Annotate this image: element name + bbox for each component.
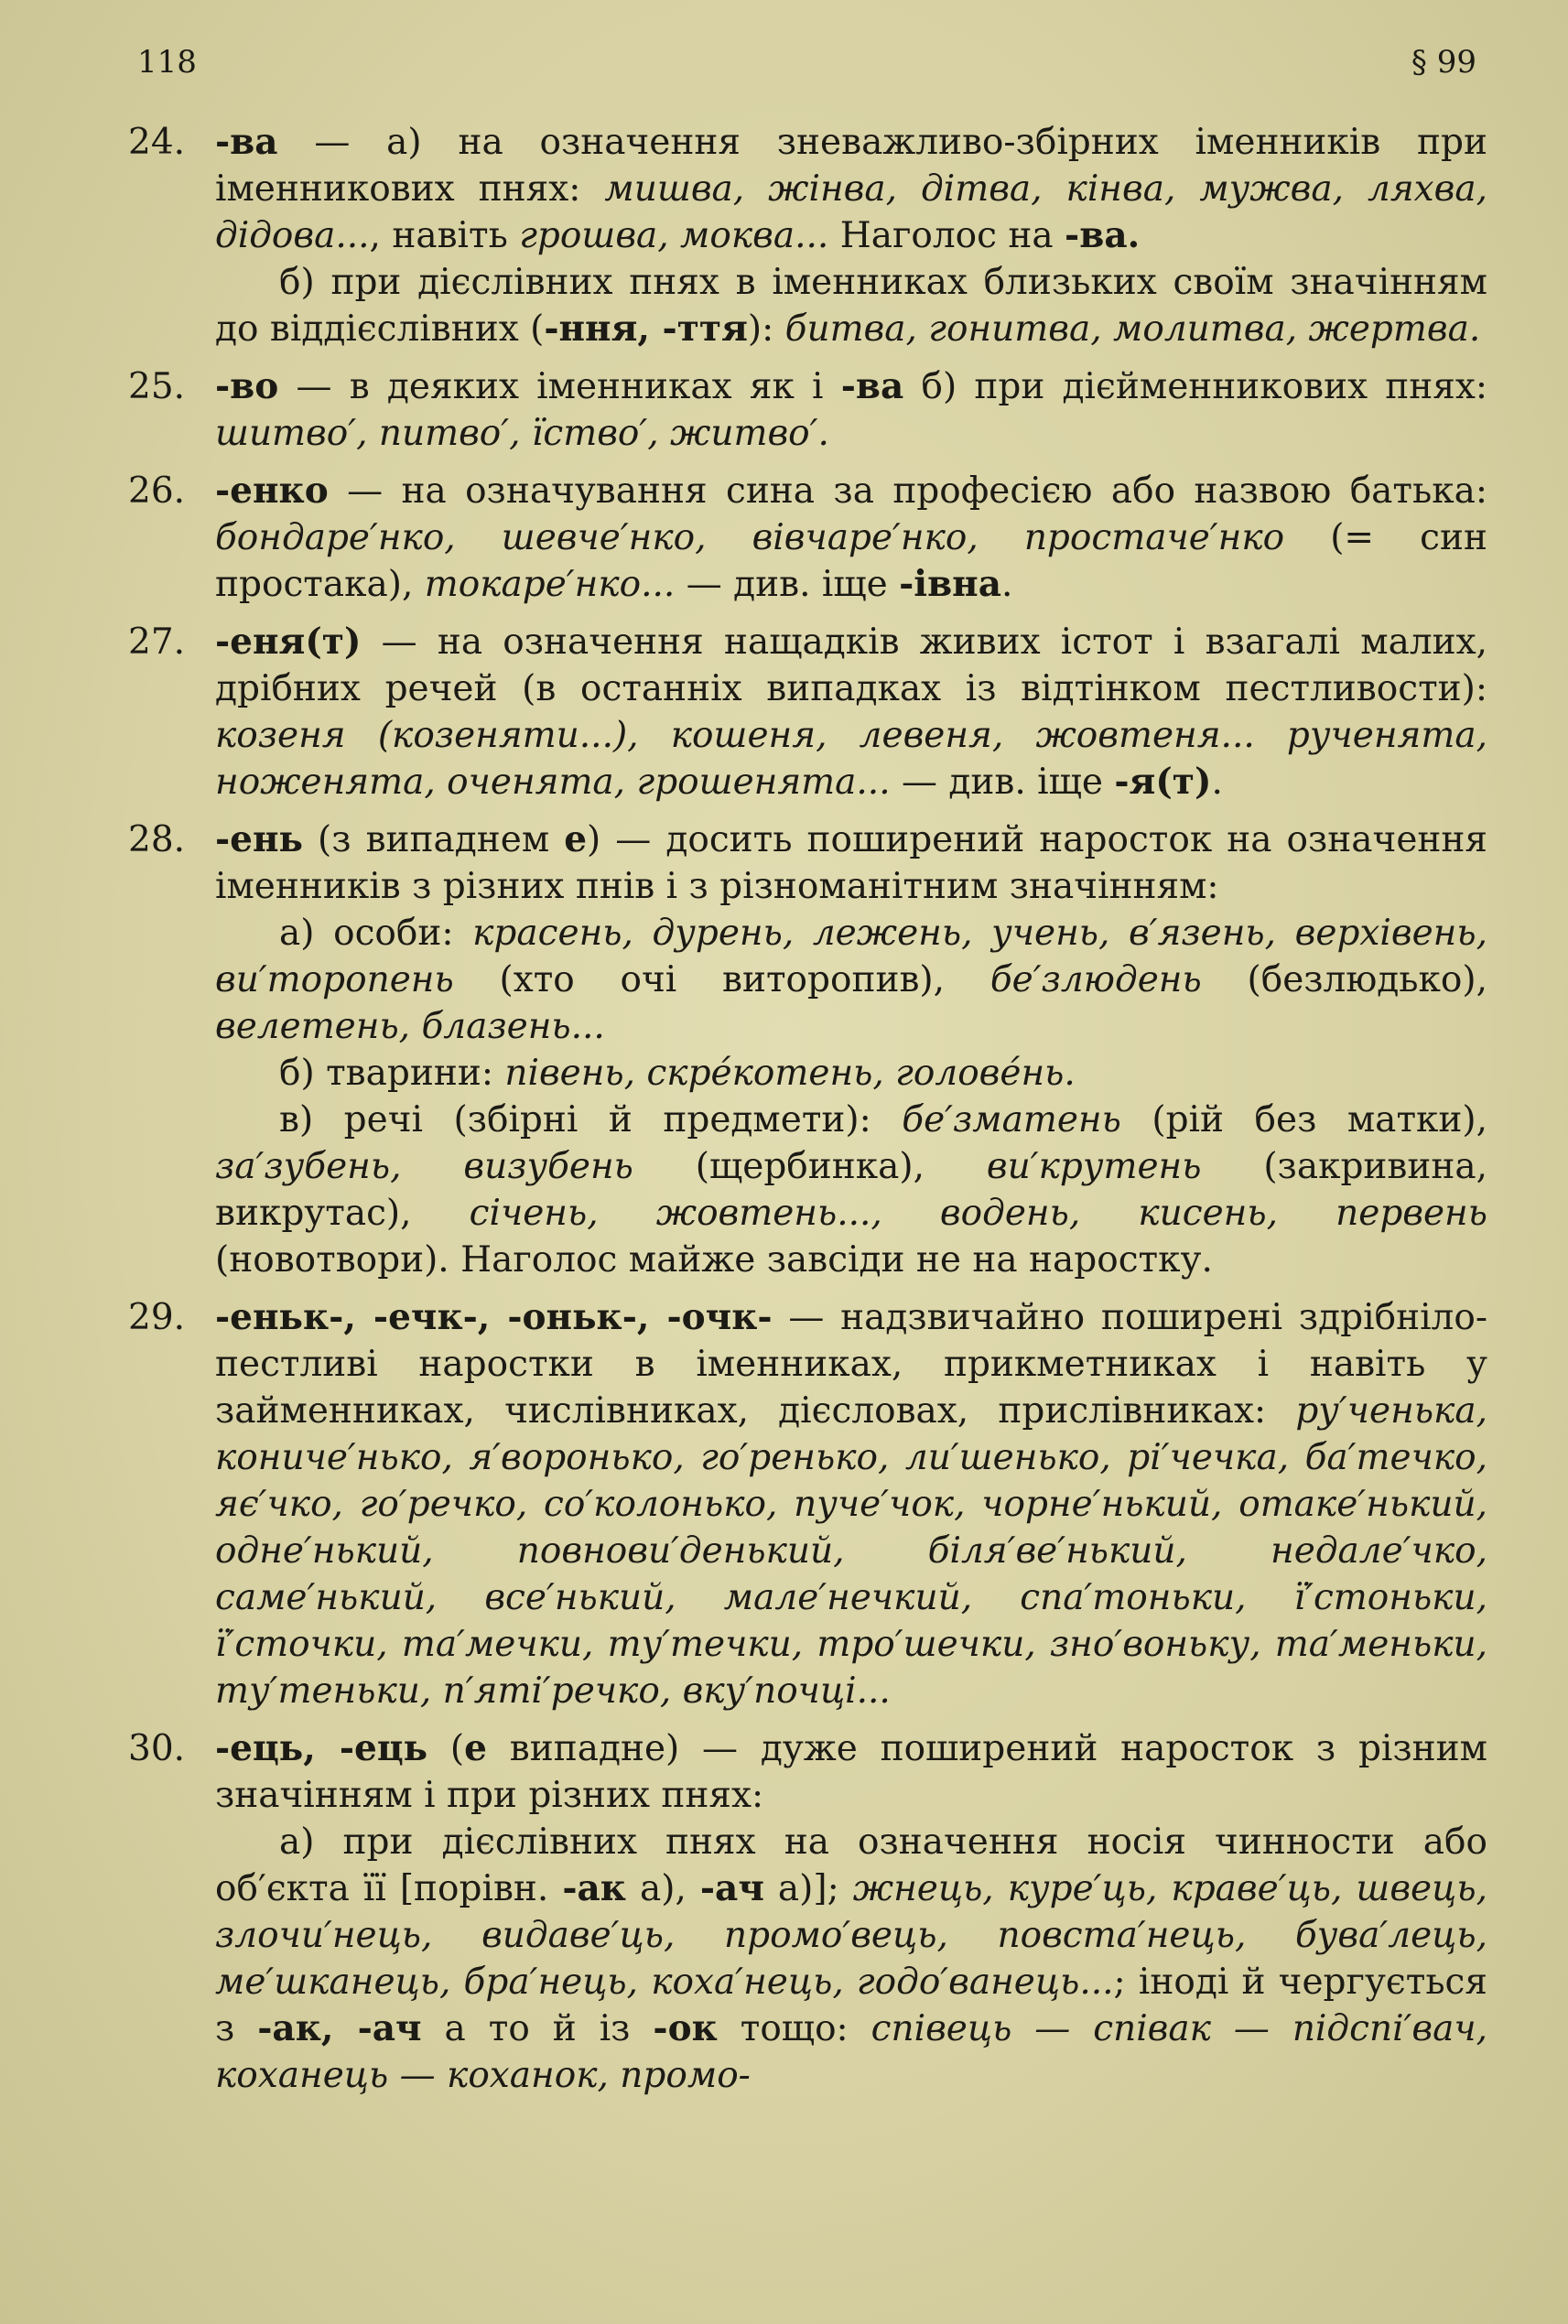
body-text: Наголос на bbox=[828, 215, 1065, 256]
entry-paragraph bbox=[215, 1050, 1487, 1097]
body-text: а то й із bbox=[421, 2008, 654, 2049]
body-text: (закривина, викрутас), bbox=[215, 1146, 1488, 1234]
body-text: тощо: bbox=[717, 2008, 871, 2049]
suffix-text: -еня(т) bbox=[215, 621, 362, 663]
body-text: (хто очі виторопив), bbox=[453, 959, 990, 1000]
suffix-text: -ва. bbox=[1065, 214, 1141, 256]
list-item bbox=[128, 468, 1487, 608]
body-text: — в деяких іменниках як і bbox=[278, 366, 841, 407]
example-text: велетень, блазень... bbox=[215, 1006, 605, 1047]
body-text: (безлюдько), bbox=[1201, 959, 1487, 1000]
entry-number: 25. bbox=[128, 366, 186, 407]
list-item bbox=[128, 119, 1487, 352]
page-body bbox=[128, 119, 1487, 2110]
suffix-text: е bbox=[464, 1727, 487, 1769]
entry-paragraph bbox=[215, 363, 1487, 457]
suffix-text: -во bbox=[215, 365, 279, 407]
suffix-text: -ва bbox=[840, 365, 904, 407]
body-text: — див. іще bbox=[675, 564, 900, 605]
page-number: 118 bbox=[137, 44, 197, 81]
body-text: а)]; bbox=[763, 1868, 853, 1909]
section-number: § 99 bbox=[1411, 44, 1476, 81]
body-text: а) особи: bbox=[279, 913, 473, 954]
list-item bbox=[128, 816, 1487, 1283]
page-header bbox=[137, 44, 1476, 81]
example-text: красень, дурень, лежень, учень, в′язень, верхівень, ви′торопень bbox=[215, 913, 1487, 1000]
entry-paragraph bbox=[215, 816, 1487, 910]
entry-paragraph bbox=[215, 1294, 1487, 1714]
example-text: грошва, мoква... bbox=[519, 215, 829, 256]
suffix-text: -ач bbox=[699, 1867, 764, 1909]
example-text: січень, жовтень..., водень, кисень, первень bbox=[469, 1193, 1487, 1234]
suffix-text: -ень bbox=[215, 818, 304, 860]
body-text: ) — досить поширений наросток на означення іменників з різних пнів і з різноманітним значінням: bbox=[215, 819, 1487, 907]
body-text: в) речі (збірні й предмети): bbox=[279, 1099, 903, 1140]
body-text: б) при дієйменникових пнях: bbox=[903, 366, 1487, 407]
entry-paragraph bbox=[215, 468, 1487, 608]
example-text: ру′ченька, кониче′нько, я′воронько, го′ренько, ли′шенько, рі′чечка, ба′течко, яє′чко, го′речко, со′колонько, пуче′чок, чорне′нький, отаке′нький, одне′нький, повнови′денький, біля′ве′нький, недале′чко, саме′нький, все′нький, мале′нечкий, спа′тоньки, ї′стоньки, ї′сточки, та′мечки, ту′течки, тро′шечки, зно′воньку, та′меньки, ту′теньки, п′яті′речко, вку′почці... bbox=[215, 1390, 1487, 1712]
example-text: жнець, куре′ць, краве′ць, швець, злочи′нець, видаве′ць, промо′вець, повста′нець, бува′лець, ме′шканець, бра′нець, коха′нець, годо′ванець... bbox=[215, 1868, 1487, 2003]
example-text: бе′зматень bbox=[902, 1099, 1121, 1140]
body-text: — див. іще bbox=[890, 762, 1115, 803]
body-text: (новотвори). Наголос майже завсіди не на наростку. bbox=[215, 1239, 1213, 1281]
list-item bbox=[128, 619, 1487, 805]
body-text: ): bbox=[747, 308, 785, 350]
entry-paragraph bbox=[215, 259, 1487, 352]
example-text: битва, гонитва, молитва, жертва. bbox=[784, 308, 1481, 350]
suffix-text: -ак, -ач bbox=[257, 2007, 422, 2049]
example-text: за′зубень, визубень bbox=[215, 1146, 633, 1187]
example-text: бе′злюдень bbox=[989, 959, 1202, 1000]
body-text: а), bbox=[625, 1868, 700, 1909]
example-text: мишва, жінва, дітва, кінва, мужва, ляхва, дідова... bbox=[215, 168, 1487, 256]
example-text: шитво′, питво′, їство′, житво′. bbox=[215, 413, 829, 454]
entry-number: 26. bbox=[128, 470, 186, 512]
entry-paragraph bbox=[215, 1725, 1487, 1819]
list-item bbox=[128, 1294, 1487, 1714]
example-text: козеня (козеняти...), кошеня, левеня, жовтеня... рученята, ноженята, оченята, грошенята... bbox=[215, 715, 1487, 803]
entry-paragraph bbox=[215, 619, 1487, 805]
body-text: ( bbox=[427, 1728, 465, 1769]
body-text: — надзвичайно поширені здрібніло-пестливі наростки в іменниках, прикметниках і навіть у займенниках, числівниках, дієсловах, прислівниках: bbox=[215, 1297, 1487, 1432]
body-text: б) при дієслівних пнях в іменниках близьких своїм значінням до віддієслівних ( bbox=[215, 262, 1487, 350]
suffix-text: -ець, -ець bbox=[215, 1727, 428, 1769]
body-text: . bbox=[1001, 564, 1013, 605]
body-text: (щербинка), bbox=[633, 1146, 987, 1187]
example-text: півень, скрéкотень, головéнь. bbox=[504, 1053, 1076, 1094]
body-text: — на означування сина за професією або назвою батька: bbox=[328, 470, 1487, 512]
entry-number: 27. bbox=[128, 622, 186, 663]
entry-paragraph bbox=[215, 119, 1487, 259]
body-text: б) тварини: bbox=[279, 1053, 505, 1094]
entry-paragraph bbox=[215, 910, 1487, 1050]
body-text: а) при дієслівних пнях на означення носія чинности або об′єкта її [порівн. bbox=[215, 1821, 1487, 1909]
suffix-text: -івна bbox=[899, 563, 1001, 605]
entry-number: 30. bbox=[128, 1728, 186, 1769]
entry-paragraph bbox=[215, 1097, 1487, 1283]
suffix-text: -енко bbox=[215, 470, 329, 512]
body-text: (рій без матки), bbox=[1120, 1099, 1487, 1140]
entry-number: 24. bbox=[128, 122, 186, 163]
suffix-text: -ва bbox=[215, 121, 278, 163]
body-text: . bbox=[1211, 762, 1223, 803]
suffix-text: -я(т) bbox=[1114, 761, 1212, 803]
list-item bbox=[128, 363, 1487, 457]
example-text: бондаре′нко, шевче′нко, вівчаре′нко, простаче′нко bbox=[215, 517, 1285, 558]
entry-number: 29. bbox=[128, 1297, 186, 1338]
suffix-text: -ак bbox=[562, 1867, 626, 1909]
body-text: ; іноді й чергується з bbox=[215, 1962, 1487, 2049]
entry-number: 28. bbox=[128, 819, 186, 860]
list-item bbox=[128, 1725, 1487, 2099]
suffix-text: е bbox=[564, 818, 588, 860]
example-text: токаре′нко... bbox=[424, 564, 676, 605]
suffix-text: -ння, -ття bbox=[544, 308, 748, 350]
body-text: (= син простака), bbox=[215, 517, 1487, 605]
body-text: — а) на означення зневажливо-збірних іменників при іменникових пнях: bbox=[215, 122, 1487, 210]
body-text: — на означення нащадків живих істот і взагалі малих, дрібних речей (в останніх випадках із відтінком пестливости): bbox=[215, 622, 1487, 709]
example-text: співець — співак — підспі′вач, коханець — коханок, промо- bbox=[215, 2008, 1488, 2096]
example-text: ви′крутень bbox=[986, 1146, 1202, 1187]
suffix-text: -ок bbox=[653, 2007, 718, 2049]
body-text: , навіть bbox=[369, 215, 520, 256]
entry-paragraph bbox=[215, 1819, 1487, 2099]
body-text: (з випаднем bbox=[303, 819, 565, 860]
suffix-text: -еньк-, -ечк-, -оньк-, -очк- bbox=[215, 1296, 773, 1338]
body-text: випадне) — дуже поширений наросток з різним значінням і при різних пнях: bbox=[215, 1728, 1487, 1816]
